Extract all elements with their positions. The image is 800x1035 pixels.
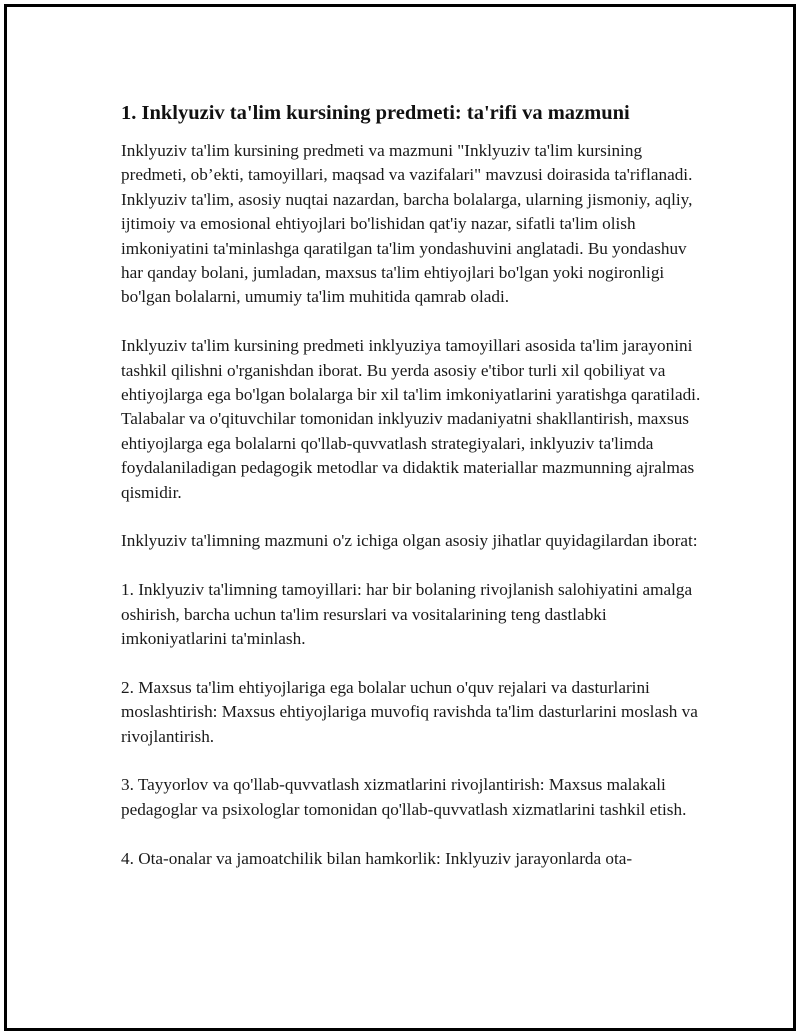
section-heading: 1. Inklyuziv ta'lim kursining predmeti: ta'rifi va mazmuni bbox=[121, 102, 630, 124]
paragraph-subject: Inklyuziv ta'lim kursining predmeti inklyuziya tamoyillari asosida ta'lim jarayonini tashkil qilishni o'rganishdan iborat. Bu yerda asosiy e'tibor turli xil qobiliyat va ehtiyojlarga ega bo'lgan bolalarga bir xil ta'lim imkoniyatlarini yaratishga qaratiladi. Talabalar va o'qituvchilar tomonidan inklyuziv madaniyatni shakllantirish, maxsus ehtiyojlarga ega bolalarni qo'llab-quvvatlash strategiyalari, inklyuziv ta'limda foydalaniladigan pedagogik metodlar va didaktik materiallar mazmunning ajralmas qismidir. bbox=[121, 336, 701, 502]
list-item-adaptation: 2. Maxsus ta'lim ehtiyojlariga ega bolalar uchun o'quv rejalari va dasturlarini moslashtirish: Maxsus ehtiyojlariga muvofiq ravishda ta'lim dasturlarini moslash va rivojlantirish. bbox=[121, 677, 698, 746]
list-item-principles: 1. Inklyuziv ta'limning tamoyillari: har bir bolaning rivojlanish salohiyatini amalga oshirish, barcha uchun ta'lim resurslari va vositalarining teng dastlabki imkoniyatlarini ta'minlash. bbox=[121, 580, 693, 649]
paragraph-content-intro: Inklyuziv ta'limning mazmuni o'z ichiga olgan asosiy jihatlar quyidagilardan iborat: bbox=[121, 531, 698, 551]
page-frame bbox=[4, 4, 796, 1031]
paragraph-definition: Inklyuziv ta'lim kursining predmeti va mazmuni "Inklyuziv ta'lim kursining predmeti, ob’ekti, tamoyillari, maqsad va vazifalari" mavzusi doirasida ta'riflanadi. Inklyuziv ta'lim, asosiy nuqtai nazardan, barcha bolalarga, ularning jismoniy, aqliy, ijtimoiy va emosional ehtiyojlari bo'lishidan qat'iy nazar, sifatli ta'lim olish imkoniyatini ta'minlashga qaratilgan ta'lim yondashuvini anglatadi. Bu yondashuv har qanday bolani, jumladan, maxsus ta'lim ehtiyojlari bo'lgan yoki nogironligi bo'lgan bolalarni, umumiy ta'lim muhitida qamrab oladi. bbox=[121, 141, 693, 307]
list-item-support-services: 3. Tayyorlov va qo'llab-quvvatlash xizmatlarini rivojlantirish: Maxsus malakali pedagoglar va psixologlar tomonidan qo'llab-quvvatlash xizmatlarini tashkil etish. bbox=[121, 775, 687, 819]
document-body bbox=[121, 100, 701, 895]
list-item-cooperation: 4. Ota-onalar va jamoatchilik bilan hamkorlik: Inklyuziv jarayonlarda ota- bbox=[121, 848, 633, 868]
